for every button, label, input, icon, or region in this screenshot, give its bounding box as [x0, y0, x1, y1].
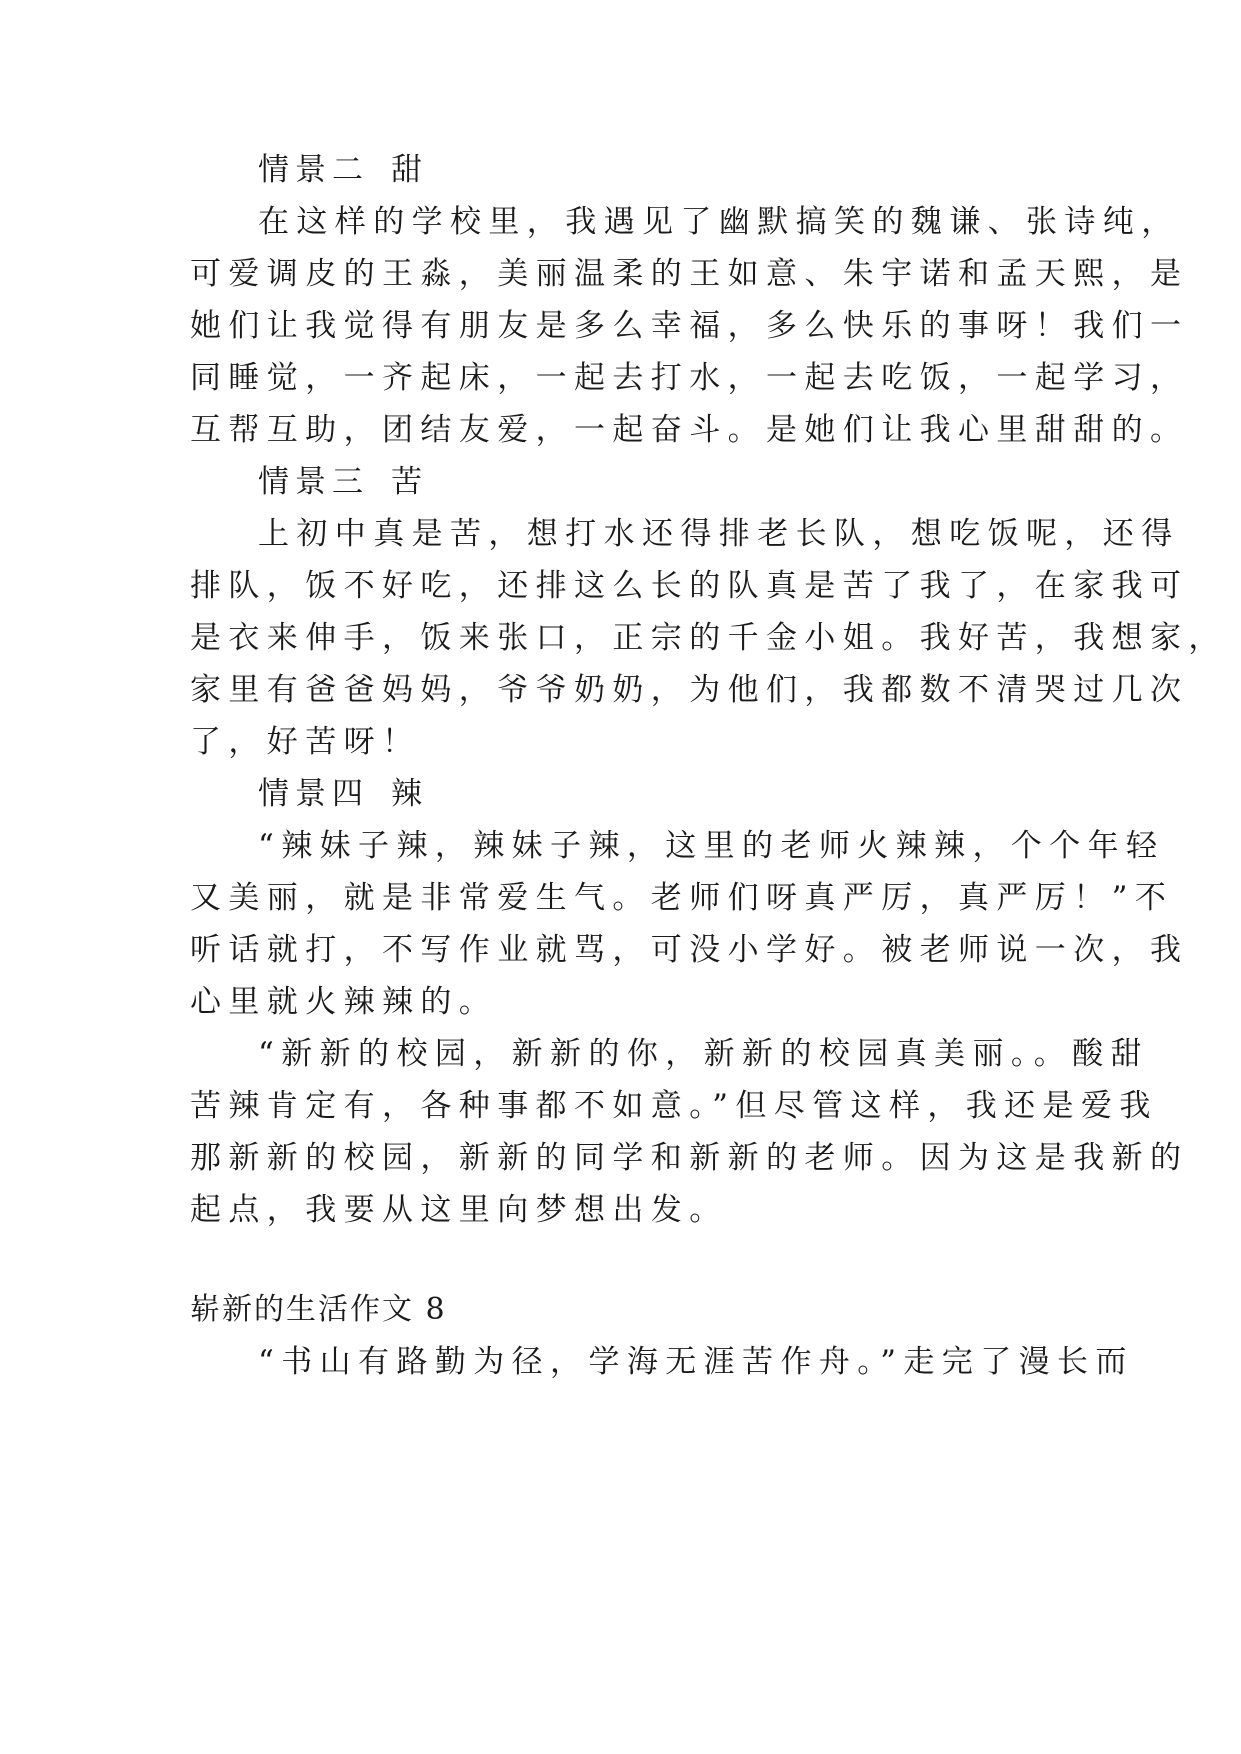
paragraph-line: “书山有路勤为径，学海无涯苦作舟。”走完了漫长而 — [258, 1344, 1134, 1380]
scene-four-heading-label: 情景四 — [258, 776, 369, 812]
scene-two-heading — [258, 150, 428, 190]
paragraph-line: 互帮互助，团结友爱，一起奋斗。是她们让我心里甜甜的。 — [190, 412, 1189, 448]
paragraph-line: 听话就打，不写作业就骂，可没小学好。被老师说一次，我 — [190, 932, 1189, 968]
scene-three-heading-word: 苦 — [391, 464, 428, 500]
scene-three-heading — [258, 462, 428, 502]
paragraph-line: 上初中真是苦，想打水还得排老长队，想吃饭呢，还得 — [258, 516, 1180, 552]
scene-two-heading-word: 甜 — [391, 152, 428, 188]
paragraph-line: 心里就火辣辣的。 — [190, 984, 498, 1020]
scene-two-heading-label: 情景二 — [258, 152, 369, 188]
scene-four-heading — [258, 774, 428, 814]
paragraph-line: 了，好苦呀！ — [190, 724, 421, 760]
paragraph-line: 在这样的学校里，我遇见了幽默搞笑的魏谦、张诗纯， — [258, 204, 1180, 240]
paragraph-line: 起点，我要从这里向梦想出发。 — [190, 1192, 728, 1228]
paragraph-line: 苦辣肯定有，各种事都不如意。”但尽管这样，我还是爱我 — [190, 1088, 1158, 1124]
paragraph-line: 又美丽，就是非常爱生气。老师们呀真严厉，真严厉！”不 — [190, 880, 1174, 916]
paragraph-line: 可爱调皮的王淼，美丽温柔的王如意、朱宇诺和孟天熙，是 — [190, 256, 1189, 292]
paragraph-line: “新新的校园，新新的你，新新的校园真美丽。。酸甜 — [258, 1036, 1149, 1072]
paragraph-line: 那新新的校园，新新的同学和新新的老师。因为这是我新的 — [190, 1140, 1189, 1176]
paragraph-line: 她们让我觉得有朋友是多么幸福，多么快乐的事呀！我们一 — [190, 308, 1189, 344]
paragraph-line: 家里有爸爸妈妈，爷爷奶奶，为他们，我都数不清哭过几次 — [190, 672, 1189, 708]
paragraph-line: 排队，饭不好吃，还排这么长的队真是苦了我了，在家我可 — [190, 568, 1189, 604]
essay-title: 崭新的生活作文 8 — [190, 1292, 447, 1327]
paragraph-line: “辣妹子辣，辣妹子辣，这里的老师火辣辣，个个年轻 — [258, 828, 1165, 864]
paragraph-line: 是衣来伸手，饭来张口，正宗的千金小姐。我好苦，我想家， — [190, 620, 1227, 656]
paragraph-line: 同睡觉，一齐起床，一起去打水，一起去吃饭，一起学习， — [190, 360, 1189, 396]
scene-four-heading-word: 辣 — [391, 776, 428, 812]
scene-three-heading-label: 情景三 — [258, 464, 369, 500]
